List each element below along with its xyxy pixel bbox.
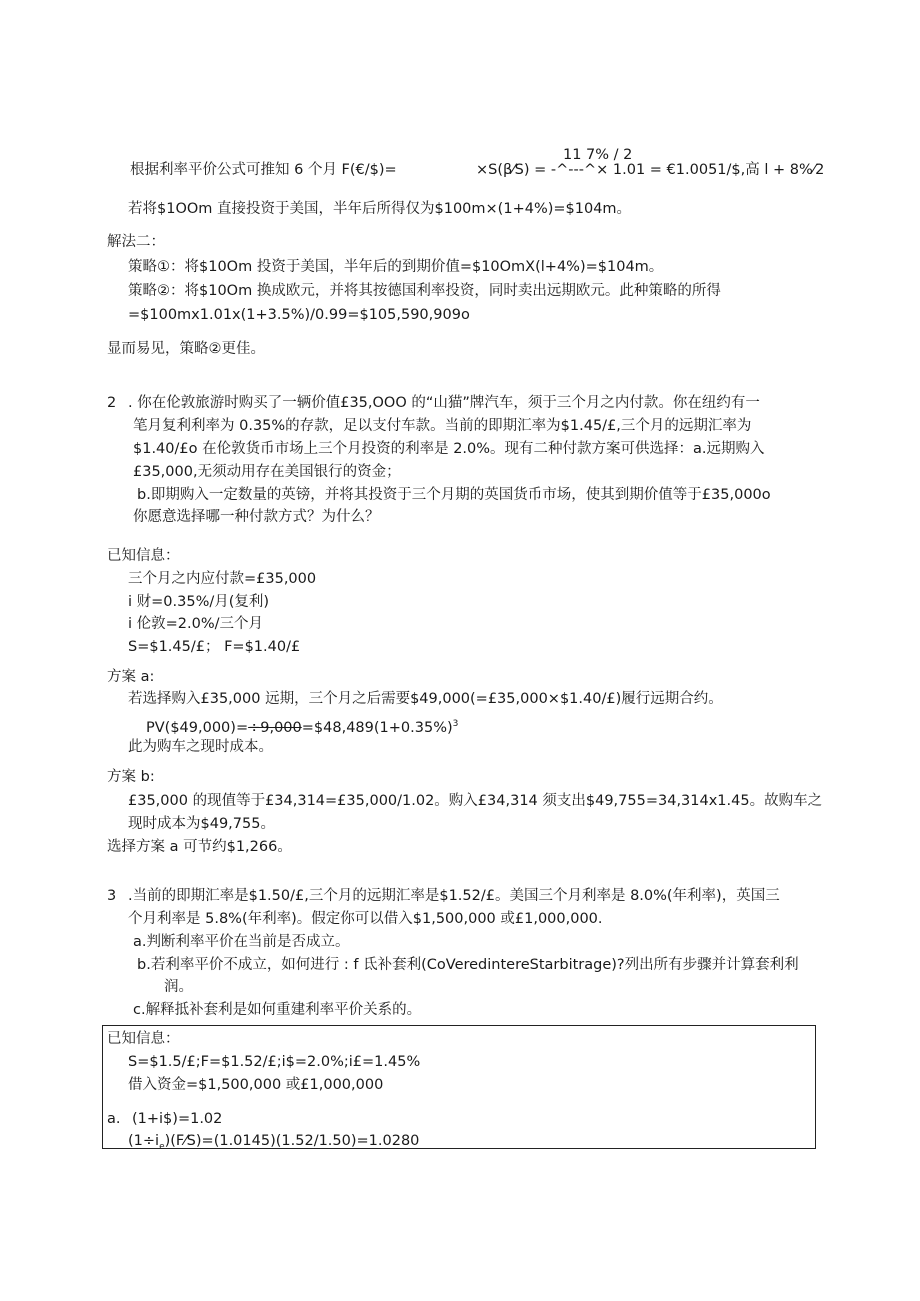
method2-heading: 解法二： — [107, 234, 165, 250]
q3-box-line1: S=$1.5/£;F=$1.52/£;i$=2.0%;i£=1.45% — [128, 1054, 421, 1070]
q3-line1: .当前的即期汇率是$1.50/£,三个月的远期汇率是$1.52/£。美国三个月利率是 8.0%(年利率)，英国三 — [128, 888, 780, 904]
q2-line5: b.即期购入一定数量的英镑，并将其投资于三个月期的英国货币市场，使其到期价值等于£35,000o — [137, 487, 771, 503]
q2-number: 2 — [107, 395, 117, 411]
q2-known3: i 伦敦=2.0%/三个月 — [128, 616, 264, 632]
plan-a-pv-line — [146, 714, 458, 738]
plan-b-heading: 方案 b: — [107, 769, 155, 785]
plan-b-line1: £35,000 的现值等于£34,314=£35,000/1.02。购入£34,314 须支出$49,755=34,314x1.45。故购车之 — [128, 793, 823, 809]
q3-box-a-label: a. — [107, 1111, 121, 1127]
formula-rhs: ×S(β⁄S) = -^---^× 1.01 = €1.0051/$,高 l + 8%⁄2 — [476, 162, 825, 178]
q2-known1: 三个月之内应付款=£35,000 — [128, 571, 317, 587]
q3-number: 3 — [107, 888, 117, 904]
plan-a-heading: 方案 a: — [107, 669, 155, 685]
plan-a-line3: 此为购车之现时成本。 — [128, 739, 273, 755]
formula-fraction-top: 11 7% / 2 — [563, 147, 633, 163]
q3-part-b-line1: b.若利率平价不成立，如何进行 : f 氐补套利(CoVeredintereStarbitrage)?列出所有步骤并计算套利利 — [137, 957, 799, 973]
q2-choice: 选择方案 a 可节约$1,266。 — [107, 839, 292, 855]
conclusion-line: 显而易见，策略②更佳。 — [107, 341, 265, 357]
q2-line3: $1.40/£o 在伦敦货币市场上三个月投资的利率是 2.0%。现有二种付款方案可供选择：a.远期购入 — [133, 441, 765, 457]
plan-a-pv-strike: ÷9,000 — [248, 719, 302, 736]
formula-label: 根据利率平价公式可推知 6 个月 F(€/$)= — [130, 162, 397, 178]
plan-a-pv-prefix: PV($49,000)= — [146, 719, 249, 736]
plan-a-line1: 若选择购入£35,000 远期，三个月之后需要$49,000(=£35,000×$1.40/£)履行远期合约。 — [128, 691, 723, 707]
plan-b-line2: 现时成本为$49,755。 — [128, 816, 275, 832]
q2-known2: i 财=0.35%/月(复利) — [128, 594, 270, 610]
q2-known4: S=$1.45/£； F=$1.40/£ — [128, 639, 301, 655]
q2-line4: £35,000,无须动用存在美国银行的资金； — [133, 464, 401, 480]
q3-part-a: a.判断利率平价在当前是否成立。 — [133, 934, 350, 950]
strategy2-line2: =$100mx1.01x(1+3.5%)/0.99=$105,590,909o — [128, 307, 470, 323]
q2-line2: 笔月复利利率为 0.35%的存款，足以支付车款。当前的即期汇率为$1.45/£,三个月的远期汇率为 — [133, 418, 752, 434]
strategy2-line1: 策略②：将$10Om 换成欧元，并将其按德国利率投资，同时卖出远期欧元。此种策略的所得 — [128, 283, 721, 299]
q3-box-line2: 借入资金=$1,500,000 或£1,000,000 — [128, 1077, 384, 1093]
q3-box-heading: 已知信息： — [107, 1031, 180, 1047]
q3-line2: 个月利率是 5.8%(年利率)。假定你可以借入$1,500,000 或£1,000,000. — [128, 911, 603, 927]
q3-part-b-line2: 润。 — [164, 979, 193, 995]
q3-part-c: c.解释抵补套利是如何重建利率平价关系的。 — [133, 1002, 422, 1018]
plan-a-pv-exponent: 3 — [452, 719, 459, 729]
strategy1-line: 策略①：将$10Om 投资于美国，半年后的到期价值=$10OmX(l+4%)=$104m。 — [128, 259, 664, 275]
q2-line1: . 你在伦敦旅游时购买了一辆价值£35,OOO 的“山猫”牌汽车，须于三个月之内付款。你在纽约有一 — [128, 395, 760, 411]
plan-a-pv-suffix: =$48,489(1+0.35%) — [301, 719, 453, 736]
q2-known-heading: 已知信息： — [107, 548, 180, 564]
q2-line6: 你愿意选择哪一种付款方式？为什么？ — [133, 509, 380, 525]
q3-box-a-line2-prefix: (1÷i — [128, 1133, 160, 1149]
q3-box-a-line2 — [128, 1131, 419, 1157]
q3-box-a-line2-sub: e — [159, 1141, 165, 1152]
direct-invest-line: 若将$1OOm 直接投资于美国，半年后所得仅为$100m×(1+4%)=$104m。 — [128, 201, 632, 217]
q3-box-a-line1: (1+i$)=1.02 — [132, 1111, 223, 1127]
q3-box-a-line2-suffix: )(F⁄S)=(1.0145)(1.52/1.50)=1.0280 — [164, 1133, 420, 1149]
